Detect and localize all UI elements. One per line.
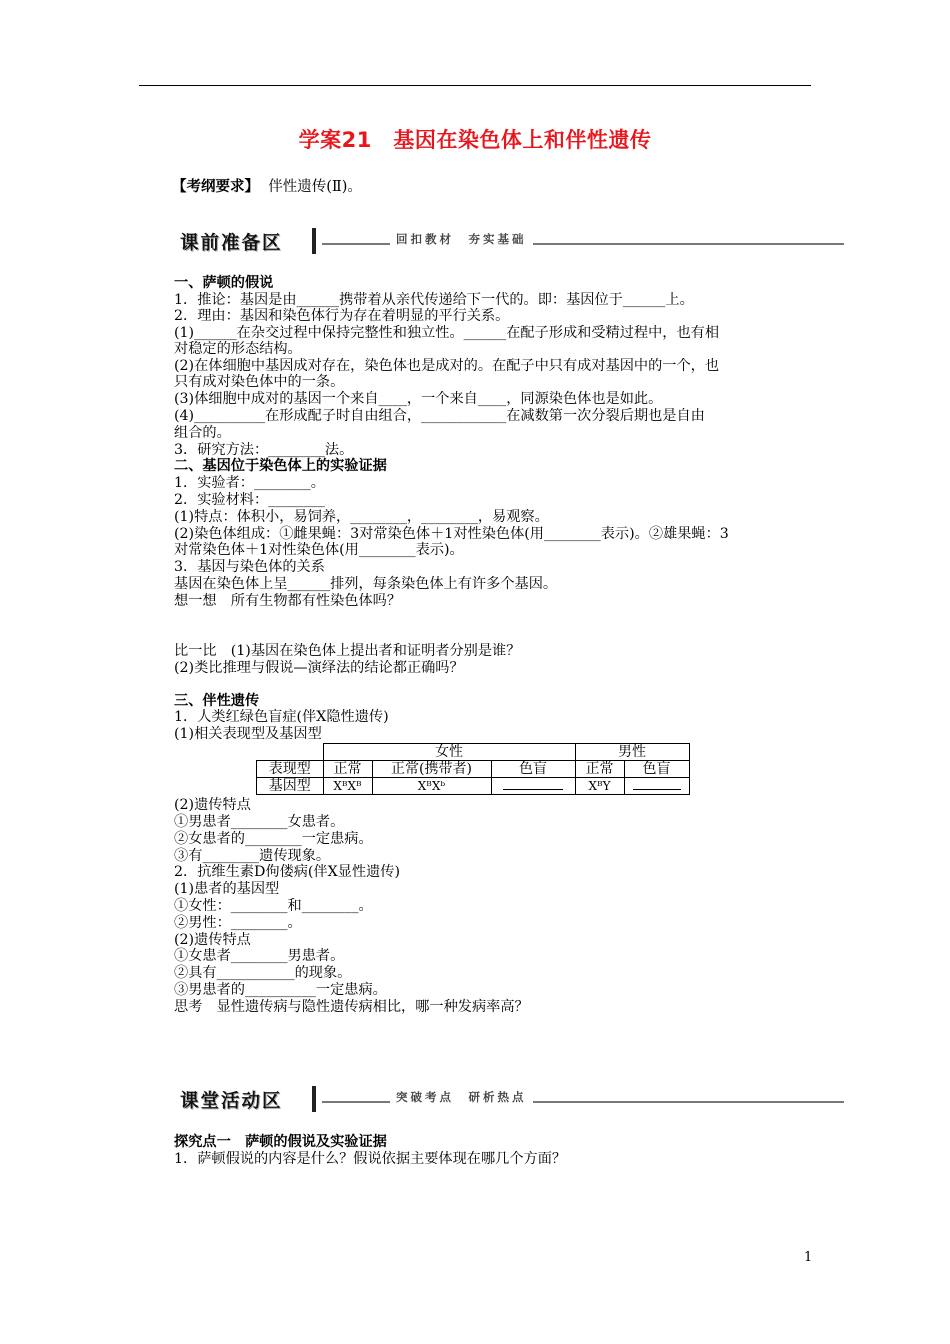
text-line: (2)类比推理与假说—演绎法的结论都正确吗？ xyxy=(174,660,464,676)
text-line: 1．实验者：________。 xyxy=(174,475,325,491)
table-cell: XᴮXᴮ xyxy=(323,778,372,795)
text-line: 1．人类红绿色盲症(伴X隐性遗传) xyxy=(174,709,389,725)
banner-subtitle: 回扣教材 夯实基础 xyxy=(390,231,533,247)
table-header-female: 女性 xyxy=(323,744,575,761)
banner-box xyxy=(172,1086,308,1112)
text-line: (1)______在杂交过程中保持完整性和独立性。______在配子形成和受精过程中，也有相 xyxy=(174,325,720,341)
banner-title: 课堂活动区 xyxy=(180,1091,283,1112)
requirement xyxy=(172,175,362,196)
reflect-prompt: 思考 显性遗传病与隐性遗传病相比，哪一种发病率高？ xyxy=(174,999,529,1015)
text-line: 3．基因与染色体的关系 xyxy=(174,559,325,575)
heading-2: 二、基因位于染色体上的实验证据 xyxy=(174,458,387,474)
section-banner-preparation xyxy=(172,228,844,254)
text-line: (1)特点：体积小，易饲养，________，________，易观察。 xyxy=(174,509,549,525)
text-line: ①女患者________男患者。 xyxy=(174,948,345,964)
banner-bar xyxy=(312,228,316,254)
text-line: ①男患者________女患者。 xyxy=(174,814,345,830)
table-row-label: 表现型 xyxy=(257,761,324,778)
text-line: (1)患者的基因型 xyxy=(174,881,280,897)
text-line: (2)在体细胞中基因成对存在，染色体也是成对的。在配子中只有成对基因中的一个，也 xyxy=(174,358,720,374)
table-row xyxy=(257,744,690,761)
text-line: 2．理由：基因和染色体行为存在着明显的平行关系。 xyxy=(174,308,510,324)
text-line: ③有________遗传现象。 xyxy=(174,848,331,864)
table-cell: 色盲 xyxy=(491,761,575,778)
table-row xyxy=(257,761,690,778)
header-rule xyxy=(139,85,811,86)
text-line: 对稳定的形态结构。 xyxy=(174,341,302,357)
text-line: ②具有___________的现象。 xyxy=(174,965,352,981)
table-cell: 色盲 xyxy=(624,761,689,778)
compare-prompt: 比一比 (1)基因在染色体上提出者和证明者分别是谁？ xyxy=(174,643,521,659)
table-header-male: 男性 xyxy=(575,744,689,761)
text-line: (3)体细胞中成对的基因一个来自____，一个来自____，同源染色体也是如此。 xyxy=(174,391,663,407)
page-number: 1 xyxy=(804,1250,813,1265)
text-line: ③男患者的__________一定患病。 xyxy=(174,982,387,998)
text-line: (2)遗传特点 xyxy=(174,932,251,948)
text-line: 组合的。 xyxy=(174,425,231,441)
table-cell: 正常 xyxy=(323,761,372,778)
banner-title: 课前准备区 xyxy=(180,233,283,254)
section-banner-classroom xyxy=(172,1086,844,1112)
requirement-text: 伴性遗传(Ⅱ)。 xyxy=(268,179,362,195)
heading-1: 一、萨顿的假说 xyxy=(174,275,274,291)
think-prompt: 想一想 所有生物都有性染色体吗？ xyxy=(174,593,402,609)
text-line: 基因在染色体上呈______排列，每条染色体上有许多个基因。 xyxy=(174,576,558,592)
page-title: 学案21 基因在染色体上和伴性遗传 xyxy=(298,128,652,152)
text-line: 只有成对染色体中的一条。 xyxy=(174,374,345,390)
table-cell: XᴮY xyxy=(575,778,624,795)
banner-box xyxy=(172,228,308,254)
explore-heading: 探究点一 萨顿的假说及实验证据 xyxy=(174,1134,387,1150)
text-line: 1．推论：基因是由______携带着从亲代传递给下一代的。即：基因位于______上。 xyxy=(174,292,694,308)
table-blank xyxy=(624,778,689,795)
banner-subtitle: 突破考点 研析热点 xyxy=(390,1089,533,1105)
text-line: 1．萨顿假说的内容是什么？假说依据主要体现在哪几个方面？ xyxy=(174,1151,567,1167)
text-line: (4)__________在形成配子时自由组合，____________在减数第一次分裂后期也是自由 xyxy=(174,408,705,424)
text-line: (2)遗传特点 xyxy=(174,797,251,813)
text-line: ②女患者的________一定患病。 xyxy=(174,831,373,847)
table-cell xyxy=(257,744,324,761)
text-line: (1)相关表现型及基因型 xyxy=(174,726,322,742)
table-row xyxy=(257,778,690,795)
text-line: ②男性：________。 xyxy=(174,915,302,931)
requirement-tag: 【考纲要求】 xyxy=(172,178,259,195)
text-line: 2．抗维生素D佝偻病(伴X显性遗传) xyxy=(174,864,401,880)
table-row-label: 基因型 xyxy=(257,778,324,795)
genotype-table xyxy=(256,743,690,795)
banner-bar xyxy=(312,1086,316,1112)
text-line: (2)染色体组成：①雌果蝇：3对常染色体＋1对性染色体(用________表示)。②雄果蝇：3 xyxy=(174,526,729,542)
heading-3: 三、伴性遗传 xyxy=(174,693,260,709)
text-line: 对常染色体＋1对性染色体(用________表示)。 xyxy=(174,542,464,558)
table-cell: 正常 xyxy=(575,761,624,778)
text-line: 2．实验材料：________ xyxy=(174,492,325,508)
text-line: 3．研究方法：________法。 xyxy=(174,442,354,458)
text-line: ①女性：________和________。 xyxy=(174,898,373,914)
table-cell: XᴮXᵇ xyxy=(372,778,491,795)
table-blank xyxy=(491,778,575,795)
table-cell: 正常(携带者) xyxy=(372,761,491,778)
